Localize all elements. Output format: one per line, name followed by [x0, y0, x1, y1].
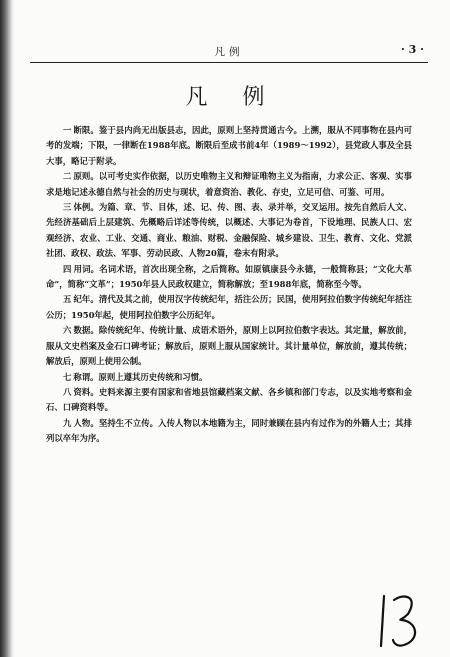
paragraph-yuanze — [46, 169, 412, 200]
paragraph-ziliao — [46, 385, 412, 416]
paragraph-text: 人物。坚持生不立传。入传人物以本地籍为主，同时兼顾在县内有过作为的外籍人士；其排列以卒年为序。 — [46, 417, 413, 444]
paragraph-text: 用词。名词术语，首次出现全称，之后简称。如原镇康县今永德，一般简称县；“文化大革命”，简称“文革”；1950年县人民政权建立，简称解放；至1988年底，简称至今等。 — [46, 263, 412, 290]
paragraph-shuju — [46, 323, 412, 369]
handwritten-page-mark — [372, 590, 424, 650]
paragraph-duanxian — [46, 123, 412, 169]
paragraph-number: 九 — [63, 417, 72, 428]
paragraph-number: 五 — [63, 294, 72, 305]
paragraph-yongci — [46, 262, 412, 293]
paragraph-tili — [46, 200, 412, 262]
handwritten-stroke-three — [393, 596, 415, 645]
body-text — [46, 123, 412, 447]
paragraph-text: 纪年。清代及其之前，使用汉字传统纪年，括注公历；民国，使用阿拉伯数字传统纪年括注公历；1950年起，使用阿拉伯数字公历纪年。 — [46, 294, 413, 320]
paragraph-text: 断限。鉴于县内尚无出版县志，因此，原则上坚持贯通古今。上溯，服从不同事物在县内可考的发端；下限，一律断在1988年底。断限后至成书前4年（1989～1992），县党政人事及全县大事，略记于附录。 — [46, 125, 413, 166]
running-head — [30, 44, 428, 62]
running-title: 凡例 — [214, 46, 244, 58]
paragraph-text: 称谓。原则上遵其历史传统和习惯。 — [73, 371, 208, 382]
handwritten-stroke-one — [381, 596, 384, 646]
paragraph-number: 一 — [63, 125, 72, 135]
paragraph-number: 四 — [63, 263, 72, 274]
page-number: · 3 · — [401, 43, 424, 56]
paragraph-text: 体例。为篇、章、节、目体，述、记、传、图、表、录并举，交叉运用。按先自然后人文、先经济基础后上层建筑、先概略后详述等传统，以概述、大事记为卷首，下设地理、民族人口、宏观经济、农业、工业、交通、商业、粮油、财税、金融保险、城乡建设、卫生、教育、文化、党派社团、政权、政法、军事、劳动民政、人物20篇，卷末有附录。 — [46, 202, 413, 259]
header-rule — [30, 62, 428, 63]
paragraph-renwu — [46, 416, 412, 447]
paragraph-number: 八 — [63, 386, 72, 397]
paragraph-text: 资料。史料来源主要有国家和省地县馆藏档案文献、各乡镇和部门专志，以及实地考察和金石、口碑资料等。 — [46, 386, 413, 413]
paragraph-text: 原则。以可考史实作依据，以历史唯物主义和辩证唯物主义为指南，力求公正、客观、实事求是地记述永德自然与社会的历史与现状，着意资治、教化、存史，立足可信、可鉴、可用。 — [46, 171, 413, 197]
paragraph-text: 数据。除传统纪年、传统计量、成语术语外，原则上以阿拉伯数字表达。其定量，解放前，服从文史档案及金石口碑考证；解放后，原则上服从国家统计。其计量单位，解放前，遵其传统；解放后，原则上使用公制。 — [46, 325, 413, 367]
paragraph-number: 六 — [63, 325, 72, 336]
paragraph-jinian — [46, 292, 412, 323]
paragraph-number: 三 — [63, 202, 72, 213]
paragraph-chengwei — [46, 370, 412, 385]
paragraph-number: 二 — [63, 171, 72, 182]
paragraph-number: 七 — [63, 371, 72, 382]
page-title: 凡 例 — [185, 85, 279, 110]
